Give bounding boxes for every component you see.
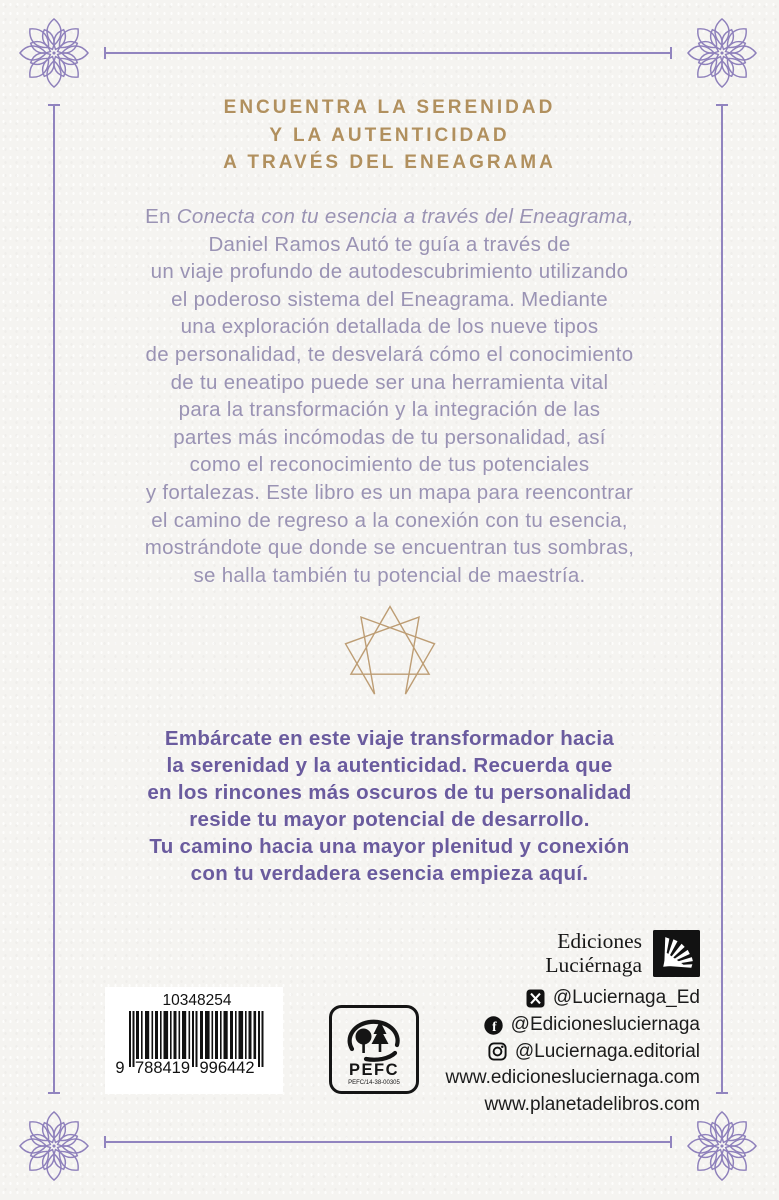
social-handle: @Edicionesluciernaga	[510, 1014, 700, 1036]
publisher-name	[545, 930, 642, 977]
tagline-line: ENCUENTRA LA SERENIDAD	[223, 97, 556, 118]
closing-line: la serenidad y la autenticidad. Recuerda que	[166, 753, 613, 777]
lotus-mandala-icon	[687, 1111, 757, 1181]
lotus-mandala-icon	[19, 1111, 89, 1181]
publisher-block	[445, 930, 700, 1119]
instagram-icon	[488, 1042, 507, 1061]
publisher-website: www.planetadelibros.com	[484, 1094, 700, 1116]
pefc-label: PEFC	[348, 1061, 400, 1079]
synopsis-line: En Conecta con tu esencia a través del Eneagrama,	[145, 205, 634, 228]
ean13-barcode	[105, 987, 283, 1094]
synopsis-line: partes más incómodas de tu personalidad, así	[173, 425, 606, 449]
ean-group: 788419	[134, 1059, 191, 1077]
social-handle: @Luciernaga_Ed	[552, 987, 700, 1009]
x-twitter-icon	[526, 989, 545, 1008]
synopsis-line: se halla también tu potencial de maestría.	[193, 563, 586, 587]
social-row-facebook	[445, 1012, 700, 1039]
publisher-website: www.edicionesluciernaga.com	[445, 1067, 700, 1089]
ean-group: 996442	[199, 1059, 255, 1077]
luciernaga-light-burst-icon	[653, 930, 700, 977]
publisher-name-line: Ediciones	[557, 929, 642, 953]
social-handle: @Luciernaga.editorial	[514, 1040, 700, 1062]
synopsis-line: el camino de regreso a la conexión con tu esencia,	[151, 508, 628, 532]
synopsis-line: mostrándote que donde se encuentran tus sombras,	[144, 536, 635, 560]
synopsis-line: como el reconocimiento de tus potenciales	[189, 453, 590, 477]
synopsis-line: el poderoso sistema del Eneagrama. Mediante	[171, 287, 608, 311]
cover-tagline	[0, 94, 779, 177]
synopsis-line: una exploración detallada de los nueve tipos	[180, 315, 599, 339]
top-border-line	[104, 52, 672, 54]
synopsis-line: Daniel Ramos Autó te guía a través de	[208, 232, 571, 256]
synopsis-paragraph	[0, 203, 779, 589]
enneagram-symbol-icon	[342, 604, 438, 696]
social-row-x	[445, 985, 700, 1012]
lotus-mandala-icon	[19, 18, 89, 88]
barcode-block	[105, 987, 283, 1094]
synopsis-line: un viaje profundo de autodescubrimiento utilizando	[150, 260, 629, 284]
svg-text:f: f	[491, 1018, 497, 1034]
bottom-border-line	[104, 1141, 672, 1143]
social-row-instagram	[445, 1039, 700, 1066]
closing-paragraph	[0, 726, 779, 887]
synopsis-line: de tu eneatipo puede ser una herramienta vital	[170, 370, 609, 394]
closing-line: con tu verdadera esencia empieza aquí.	[190, 861, 589, 885]
tagline-line: Y LA AUTENTICIDAD	[269, 124, 510, 146]
synopsis-line: para la transformación y la integración de las	[178, 398, 601, 422]
synopsis-line: y fortalezas. Este libro es un mapa para reencontrar	[145, 480, 634, 504]
tagline-line: A TRAVÉS DEL ENEAGRAMA	[223, 152, 556, 173]
publisher-name-line: Luciérnaga	[545, 952, 642, 977]
closing-line: en los rincones más oscuros de tu personalidad	[147, 780, 632, 804]
pefc-trees-icon	[328, 1004, 420, 1095]
closing-line: Embárcate en este viaje transformador hacia	[164, 727, 615, 750]
synopsis-line: de personalidad, te desvelará cómo el conocimiento	[145, 342, 634, 366]
facebook-icon	[484, 1016, 503, 1035]
book-title-italic: Conecta con tu esencia a través del Eneagrama,	[176, 205, 634, 228]
pefc-cert-number: PEFC/14-38-00305	[348, 1080, 400, 1086]
barcode-sku-number: 10348254	[162, 992, 232, 1009]
closing-line: reside tu mayor potencial de desarrollo.	[189, 807, 590, 831]
closing-line: Tu camino hacia una mayor plenitud y conexión	[149, 834, 630, 858]
lotus-mandala-icon	[687, 18, 757, 88]
ean-digit: 9	[115, 1059, 125, 1077]
